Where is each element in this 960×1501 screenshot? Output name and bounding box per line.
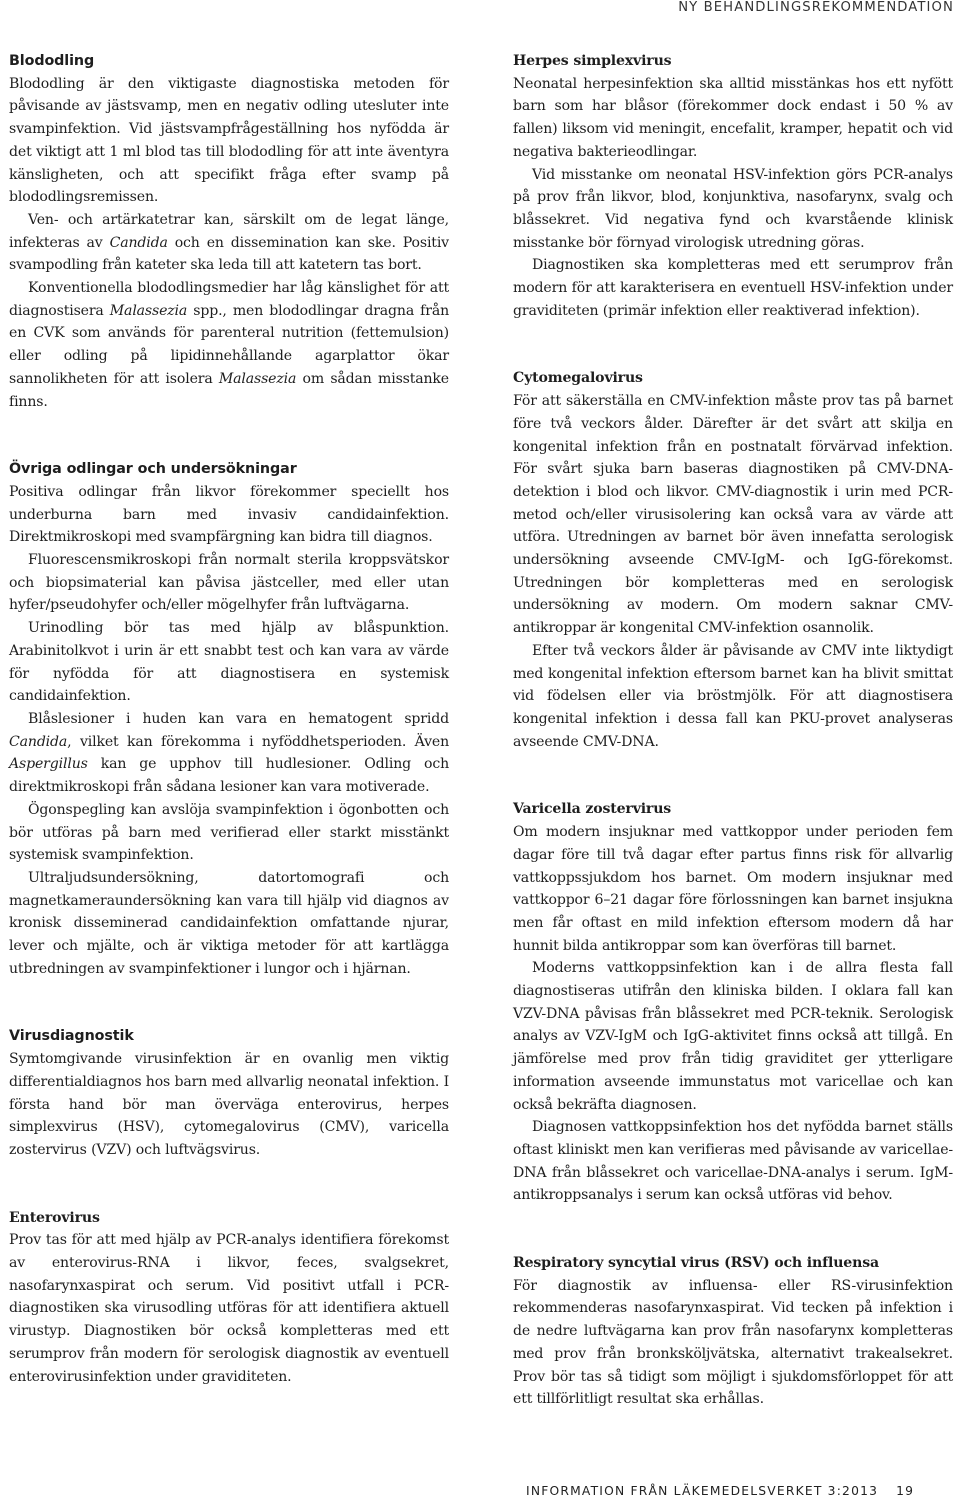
paragraph: Fluorescensmikroskopi från normalt sterila kroppsvätskor och biopsimaterial kan påvisa jästceller, med eller utan hyfer/pseudohyfer och/eller mögelhyfer från luftvägarna. — [9, 552, 449, 614]
paragraph: Efter två veckors ålder är påvisande av CMV inte liktydigt med kongenital infektion eftersom barnet kan ha blivit smittat vid födelsen eller via bröstmjölk. För att diagnostisera kongenital infektion i dessa fall kan PKU-provet analyseras avseende CMV-DNA. — [513, 642, 953, 750]
left-column — [9, 50, 449, 1388]
paragraph: Om modern insjuknar med vattkoppor under perioden fem dagar före till två dagar efter partus finns risk för allvarlig vattkoppssjukdom hos barnet. Om modern insjuknar med vattkoppor 6–21 dagar före förlossningen kan barnet insjukna men får oftast en mild infektion eftersom modern då har hunnit bilda antikroppar som kan överföras till barnet. — [513, 824, 953, 954]
footer-source: INFORMATION FRÅN LÄKEMEDELSVERKET 3:2013 — [526, 1484, 879, 1498]
page-number: 19 — [896, 1484, 915, 1498]
paragraph: Vid misstanke om neonatal HSV-infektion görs PCR-analys på prov från likvor, blod, konjunktiva, nasofarynx, svalg och blåssekret. Vid negativa fynd och kvarstående klinisk misstanke bör förnyad virologisk utredning göras. — [513, 166, 953, 251]
paragraph: Prov tas för att med hjälp av PCR-analys identifiera förekomst av enterovirus-RNA i likvor, feces, svalgsekret, nasofarynxaspirat och serum. Vid positivt utfall i PCR-diagnostiken ska virusodling utföras för att identifiera aktuell virustyp. Diagnostiken bör också kompletteras med ett serumprov från modern för serologisk diagnostik av eventuell enterovirusinfektion under graviditeten. — [9, 1232, 449, 1385]
paragraph: Diagnosen vattkoppsinfektion hos det nyfödda barnet ställs oftast kliniskt men kan verifieras med påvisande av varicellae-DNA från blåssekret och varicellae-DNA-analys i serum. IgM-antikroppsanalys i serum kan också utföras vid behov. — [513, 1119, 953, 1204]
paragraph: Diagnostiken ska kompletteras med ett serumprov från modern för att karakterisera en eventuell HSV-infektion under graviditeten (primär infektion eller reaktiverad infektion). — [513, 257, 953, 319]
section-enterovirus — [9, 1207, 449, 1389]
section-cmv — [513, 367, 953, 753]
paragraph: Symtomgivande virusinfektion är en ovanlig men viktig differentialdiagnos hos barn med allvarlig neonatal infektion. I första hand bör man överväga enterovirus, herpes simplexvirus (HSV), cytomegalovirus (CMV), varicella zostervirus (VZV) och luftvägsvirus. — [9, 1051, 449, 1158]
right-column — [513, 50, 953, 1411]
paragraph: Positiva odlingar från likvor förekommer speciellt hos underburna barn med invasiv candidainfektion. Direktmikroskopi med svampfärgning kan bidra till diagnos. — [9, 483, 449, 546]
paragraph: Urinodling bör tas med hjälp av blåspunktion. Arabinitolkvot i urin är ett snabbt test och kan vara av värde för nyfödda för att diagnostisera en systemisk candidainfektion. — [9, 620, 449, 705]
paragraph: Moderns vattkoppsinfektion kan i de allra flesta fall diagnostiseras utifrån den kliniska bilden. I oklara fall kan VZV-DNA påvisas från blåssekret med PCR-teknik. Serologisk analys av VZV-IgM och IgG-aktivitet finns också att tillgå. En jämförelse med prov från tidig graviditet ger ytterligare information avseende immunstatus mot varicellae och kan också bekräfta diagnosen. — [513, 960, 953, 1113]
section-varicella — [513, 798, 953, 1207]
paragraph: För att säkerställa en CMV-infektion måste prov tas på barnet före två veckors ålder. Därefter är det svårt att skilja en kongenital infektion från en postnatalt förvärvad infektion. För svårt sjuka barn baseras diagnostiken på CMV-DNA-detektion i blod och likvor. CMV-diagnostik i urin med PCR-metod och/eller virusisolering kan också vara av värde att utföra. Utredningen av barnet bör även innefatta serologisk undersökning avseende CMV-IgM- och IgG-förekomst. Utredningen bör kompletteras med en serologisk undersökning av modern. Om modern saknar CMV-antikroppar är kongenital CMV-infektion osannolik. — [513, 393, 953, 637]
paragraph: Ven- och artärkatetrar kan, särskilt om de legat länge, infekteras av Candida och en dissemination kan ske. Positiv svampodling från kateter ska leda till att katetern tas bort. — [9, 211, 449, 274]
paragraph: Konventionella blododlingsmedier har låg känslighet för att diagnostisera Malassezia spp., men blododlingar dragna från en CVK som används för parenteral nutrition (fettemulsion) eller odling på lipidinnehållande agarplattor ökar sannolikheten för att isolera Malassezia om sådan misstanke finns. — [9, 280, 450, 410]
section-ovriga — [9, 458, 449, 980]
heading-varicella: Varicella zostervirus — [513, 801, 672, 818]
paragraph: Neonatal herpesinfektion ska alltid misstänkas hos ett nyfött barn som har blåsor (förekommer dock endast i 50 % av fallen) liksom vid meningit, encefalit, kramper, hepatit och vid negativa bakterieodlingar. — [513, 75, 953, 160]
section-blododling — [9, 50, 449, 413]
heading-rsv: Respiratory syncytial virus (RSV) och influensa — [513, 1255, 879, 1272]
paragraph: Ögonspegling kan avslöja svampinfektion i ögonbotten och bör utföras på barn med verifierad eller starkt misstänkt systemisk svampinfektion. — [9, 801, 449, 864]
paragraph: Blododling är den viktigaste diagnostiska metoden för påvisande av jästsvamp, men en negativ odling utesluter inte svampinfektion. Vid jästsvampfrågeställning hos nyfödda är det viktigt att 1 ml blod tas till blododling för att inte äventyra känsligheten, och att specifikt fråga efter svamp på blododlingsremissen. — [9, 75, 449, 206]
section-rsv — [513, 1252, 953, 1411]
header-label: NY BEHANDLINGSREKOMMENDATION — [678, 0, 954, 15]
paragraph: För diagnostik av influensa- eller RS-virusinfektion rekommenderas nasofarynxaspirat. Vid tecken på infektion i de nedre luftvägarna kan prov från nasofarynx kompletteras med prov från bronksköljvätska, alternativt trakealsekret. Prov bör tas så tidigt som möjligt i sjukdomsförloppet för att ett tillförlitligt resultat ska erhållas. — [513, 1277, 953, 1408]
heading-virusdiagnostik: Virusdiagnostik — [9, 1028, 134, 1045]
section-herpes — [513, 50, 953, 322]
running-header — [0, 0, 960, 16]
section-virusdiagnostik — [9, 1025, 449, 1161]
heading-enterovirus: Enterovirus — [9, 1209, 100, 1226]
page-footer — [526, 1484, 914, 1498]
heading-ovriga: Övriga odlingar och undersökningar — [9, 461, 297, 478]
paragraph: Blåslesioner i huden kan vara en hematogent spridd Candida, vilket kan förekomma i nyföddhetsperioden. Även Aspergillus kan ge upphov till hudlesioner. Odling och direktmikroskopi från sådana lesioner kan vara motiverade. — [9, 710, 449, 796]
heading-herpes: Herpes simplexvirus — [513, 53, 672, 69]
heading-blododling: Blododling — [9, 53, 95, 69]
heading-cmv: Cytomegalovirus — [513, 370, 643, 387]
paragraph: Ultraljudsundersökning, datortomografi och magnetkameraundersökning kan vara till hjälp vid diagnos av kronisk disseminerad candidainfektion omfattande njurar, lever och mjälte, och är viktiga metoder för att kartlägga utbredningen av svampinfektioner i lungor och i hjärnan. — [9, 869, 449, 977]
